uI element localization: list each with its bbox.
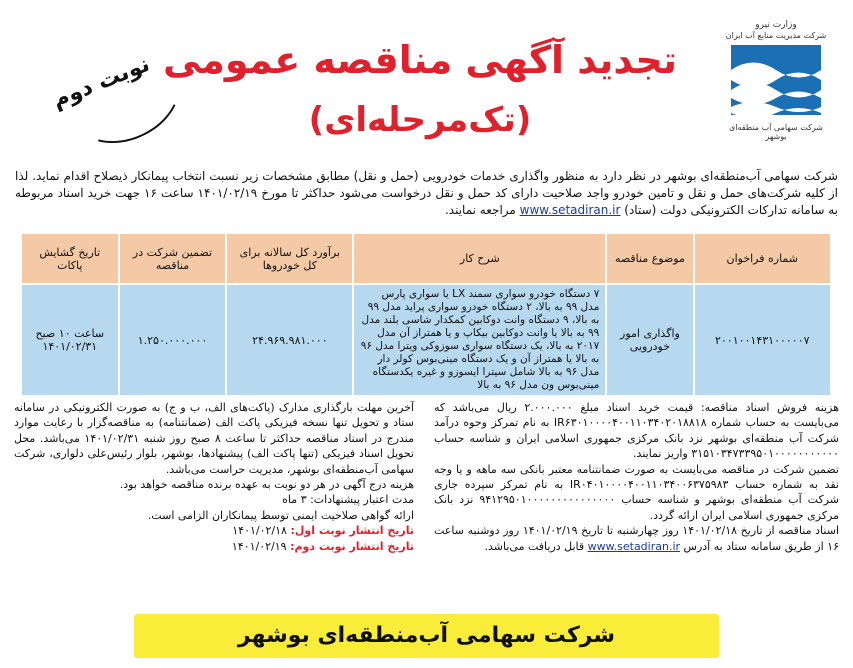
cell-subject: واگذاری امور خودرویی <box>606 284 693 396</box>
footer-company-banner: شرکت سهامی آب‌منطقه‌ای بوشهر <box>134 614 719 658</box>
availability-tail: قابل دریافت می‌باشد. <box>484 539 585 553</box>
intro-paragraph <box>15 168 838 219</box>
notice-subtitle: (تک‌مرحله‌ای) <box>308 100 532 140</box>
ministry-label: وزارت نیرو <box>755 20 797 30</box>
col-header-guarantee: تضمین شرکت در مناقصه <box>119 233 227 284</box>
validity-paragraph: مدت اعتبار پیشنهادات: ۳ ماه <box>282 493 414 507</box>
second-pub-label: تاریخ انتشار نوبت دوم: <box>290 539 414 553</box>
first-publication <box>14 523 414 538</box>
logo-footer-label: شرکت سهامی آب منطقه‌ای بوشهر <box>728 123 824 141</box>
second-publication <box>14 539 414 554</box>
guarantee-paragraph: تضمین شرکت در مناقصه می‌بایست به صورت ضمانتنامه معتبر بانکی سه ماهه و یا وجه نقد به شماره حساب IR۰۴۰۱۰۰۰۰۴۰۰۱۱۰۳۴۰۰۶۳۷۵۹۸۳ به نام تمرکز سپرده جاری شرکت آب منطقه‌ای بوشهر و شناسه حساب ۹۴۱۲۹۵۰۱۰۰۰۰۰۰۰۰۰۰۰۰۰۰۰ نزد بانک مرکزی جمهوری اسلامی ایران ارائه گردد. <box>434 462 840 522</box>
round-badge: نوبت دوم <box>49 51 154 114</box>
company-logo <box>721 20 831 160</box>
first-pub-date: ۱۴۰۱/۰۲/۱۸ <box>232 524 287 538</box>
cell-description: ۷ دستگاه خودرو سواری سمند LX یا سواری پارس مدل ۹۹ به بالا، ۲ دستگاه خودرو سواری پراید مدل ۹۹ به بالا، ۹ دستگاه وانت دوکابین کمکدار شاسی بلند مدل ۹۹ به بالا یا وانت دوکابین بیکاپ و یا همتراز آن مدل ۲۰۱۷ به بالا، یک دستگاه سواری سوزوکی ویترا مدل ۹۶ به بالا یا همتراز آن و یک دستگاه مینی‌بوس کولر دار مدل ۹۶ به بالا شامل سیترا ایسوزو و غیره یکدستگاه مینی‌بوس ون مدل ۹۶ به بالا <box>353 284 606 396</box>
intro-tail: مراجعه نمایند. <box>444 203 516 217</box>
col-header-estimate: برآورد کل سالانه برای کل خودروها <box>226 233 353 284</box>
col-header-description: شرح کار <box>353 233 606 284</box>
availability-text: اسناد مناقصه از تاریخ ۱۴۰۱/۰۲/۱۸ روز چهارشنبه تا تاریخ ۱۴۰۱/۰۲/۱۹ روز دوشنبه ساعت ۱۶ از طریق سامانه ستاد به آدرس <box>434 524 840 553</box>
intro-text: شرکت سهامی آب‌منطقه‌ای بوشهر در نظر دارد به منظور واگذاری خدمات خودرویی (حمل و نقل) مطابق مشخصات زیر نسبت انتخاب پیمانکار ذیصلاح اقدام نماید. لذا از کلیه شرکت‌های حمل و نقل و تامین خودرو واجد صلاحیت دارای کد حمل و نقل درخواست می‌شود حداکثر تا مورخ ۱۴۰۱/۰۲/۱۹ ساعت ۱۶ جهت خرید اسناد مربوطه به سامانه تدارکات الکترونیکی دولت (ستاد) <box>15 169 838 217</box>
water-wave-icon <box>731 45 821 115</box>
cell-opening: ساعت ۱۰ صبح ۱۴۰۱/۰۲/۳۱ <box>21 284 119 396</box>
setad-link[interactable]: www.setadiran.ir <box>519 203 621 217</box>
cell-number: ۲۰۰۱۰۰۱۴۳۱۰۰۰۰۰۷ <box>694 284 832 396</box>
logo-company-label: شرکت مدیریت منابع آب ایران <box>725 31 827 40</box>
left-column <box>14 400 414 554</box>
cell-estimate: ۲۴.۹۶۹.۹۸۱.۰۰۰ <box>226 284 353 396</box>
col-header-opening: تاریخ گشایش پاکات <box>21 233 119 284</box>
setad-link-bottom[interactable]: www.setadiran.ir <box>587 539 681 553</box>
notice-title: تجدید آگهی مناقصه عمومی <box>162 38 678 82</box>
ad-cost-paragraph: هزینه درج آگهی در هر دو نوبت به عهده برنده مناقصه خواهد بود. <box>119 478 414 492</box>
document-availability-paragraph <box>434 523 839 554</box>
cell-guarantee: ۱.۲۵۰.۰۰۰.۰۰۰ <box>119 284 227 396</box>
second-pub-date: ۱۴۰۱/۰۲/۱۹ <box>231 539 287 553</box>
first-pub-label: تاریخ انتشار نوبت اول: <box>290 524 414 538</box>
col-header-number: شماره فراخوان <box>694 233 832 284</box>
table-header-row <box>21 233 831 284</box>
document-fee-paragraph: هزینه فروش اسناد مناقصه: قیمت خرید اسناد مبلغ ۲.۰۰۰.۰۰۰ ریال می‌باشد که می‌بایست به حساب شماره IR۶۳۰۱۰۰۰۰۴۰۰۱۱۰۳۴۰۲۰۱۸۸۱۸ به نام تمرکز وجوه درآمد شرکت آب منطقه‌ای بوشهر نزد بانک مرکزی جمهوری اسلامی ایران و شناسه حساب ۳۱۵۱۰۳۴۷۳۳۹۵۰۱۰۰۰۰۰۰۰۰۰۰۰ واریز نمایند. <box>434 401 839 461</box>
col-header-subject: موضوع مناقصه <box>606 233 693 284</box>
tender-table <box>20 232 832 397</box>
table-row <box>21 284 831 396</box>
safety-paragraph: ارائه گواهی صلاحیت ایمنی توسط پیمانکاران الزامی است. <box>147 508 414 522</box>
right-column <box>434 400 839 554</box>
deadline-paragraph: آخرین مهلت بارگذاری مدارک (پاکت‌های الف، ب و ج) به صورت الکترونیکی در سامانه ستاد و تحویل تنها نسخه فیزیکی پاکت الف (ضمانتنامه) به مناقصه‌گزار با رعایت موارد مندرج در اسناد مناقصه حداکثر تا ساعت ۸ صبح روز شنبه ۱۴۰۱/۰۲/۳۱ می‌باشد. محل تحویل اسناد فیزیکی (تنها پاکت الف) پیشنهادها، بوشهر، بلوار رئیس‌علی دلواری، شرکت سهامی آب‌منطقه‌ای بوشهر، مدیریت حراست می‌باشد. <box>14 401 415 476</box>
